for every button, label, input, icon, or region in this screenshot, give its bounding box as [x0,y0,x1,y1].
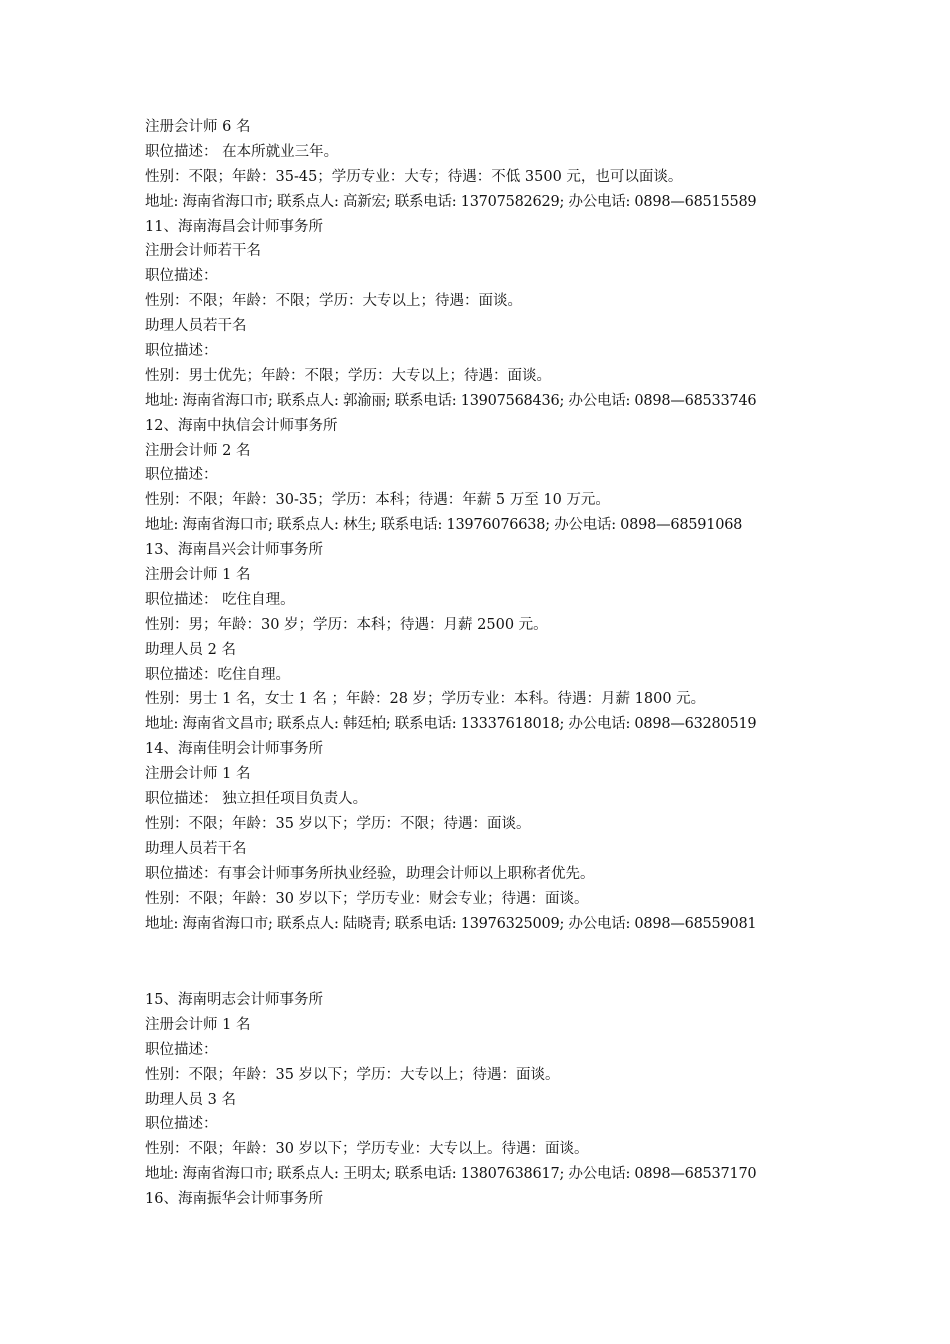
position-requirements: 性别：不限；年龄：30-35；学历：本科；待遇：年薪 5 万至 10 万元。 [145,492,610,509]
firm-contact-address: 地址: 海南省海口市; 联系点人: 高新宏; 联系电话: 13707582629; 办公电话: 0898—68515589 [145,193,757,210]
position-description: 职位描述： [145,343,218,360]
firm-contact-address: 地址: 海南省海口市; 联系点人: 郭渝丽; 联系电话: 13907568436; 办公电话: 0898—68533746 [145,392,757,409]
position-heading: 助理人员若干名 [145,840,247,857]
firm-contact-address: 地址: 海南省海口市; 联系点人: 王明太; 联系电话: 13807638617; 办公电话: 0898—68537170 [145,1166,757,1183]
position-description: 职位描述： [145,268,218,285]
firm-contact-address: 地址: 海南省海口市; 联系点人: 陆晓青; 联系电话: 13976325009; 办公电话: 0898—68559081 [145,915,757,932]
position-heading: 注册会计师 6 名 [145,119,251,135]
position-requirements: 性别：不限；年龄：30 岁以下；学历专业：大专以上。待遇：面谈。 [145,1141,589,1158]
position-description: 职位描述： 吃住自理。 [145,591,295,608]
position-requirements: 性别：不限；年龄：30 岁以下；学历专业：财会专业；待遇：面谈。 [145,890,589,907]
firm-heading-15: 15、海南明志会计师事务所 [145,992,323,1008]
position-requirements: 性别：不限；年龄：35 岁以下；学历：大专以上；待遇：面谈。 [145,1066,560,1083]
firm-contact-address: 地址: 海南省文昌市; 联系点人: 韩廷柏; 联系电话: 13337618018; 办公电话: 0898—63280519 [145,716,757,733]
position-requirements: 性别：不限；年龄：35-45；学历专业：大专；待遇：不低 3500 元，也可以面谈。 [145,168,683,185]
position-heading: 助理人员 2 名 [145,641,236,658]
position-requirements: 性别：男；年龄：30 岁；学历：本科；待遇：月薪 2500 元。 [145,616,548,633]
position-description: 职位描述： 在本所就业三年。 [145,143,339,160]
job-listing-block-lower [145,988,845,1212]
firm-heading-11: 11、海南海昌会计师事务所 [145,218,323,235]
firm-heading-14: 14、海南佳明会计师事务所 [145,741,323,758]
job-listing-block-upper [145,115,845,936]
position-description: 职位描述： 独立担任项目负责人。 [145,791,368,808]
position-requirements: 性别：男士优先；年龄：不限；学历：大专以上；待遇：面谈。 [145,367,551,384]
firm-heading-12: 12、海南中执信会计师事务所 [145,417,338,434]
position-description: 职位描述： [145,1041,218,1058]
firm-heading-13: 13、海南昌兴会计师事务所 [145,542,323,559]
position-requirements: 性别：男士 1 名，女士 1 名 ；年龄：28 岁；学历专业：本科。待遇：月薪 1800 元。 [145,691,706,708]
position-heading: 注册会计师 1 名 [145,1016,251,1033]
position-description: 职位描述： [145,1116,218,1133]
position-heading: 注册会计师 2 名 [145,442,251,459]
position-heading: 注册会计师 1 名 [145,567,251,584]
position-requirements: 性别：不限；年龄：35 岁以下；学历：不限；待遇：面谈。 [145,815,531,832]
position-heading: 注册会计师 1 名 [145,766,251,783]
position-heading: 助理人员若干名 [145,318,247,335]
position-heading: 助理人员 3 名 [145,1091,236,1108]
position-description: 职位描述：有事会计师事务所执业经验，助理会计师以上职称者优先。 [145,865,595,882]
position-heading: 注册会计师若干名 [145,243,261,260]
firm-heading-16: 16、海南振华会计师事务所 [145,1191,323,1208]
firm-contact-address: 地址: 海南省海口市; 联系点人: 林生; 联系电话: 13976076638; 办公电话: 0898—68591068 [145,517,743,534]
position-description: 职位描述： [145,467,218,484]
position-description: 职位描述：吃住自理。 [145,666,290,683]
position-requirements: 性别：不限；年龄：不限；学历：大专以上；待遇：面谈。 [145,293,522,310]
